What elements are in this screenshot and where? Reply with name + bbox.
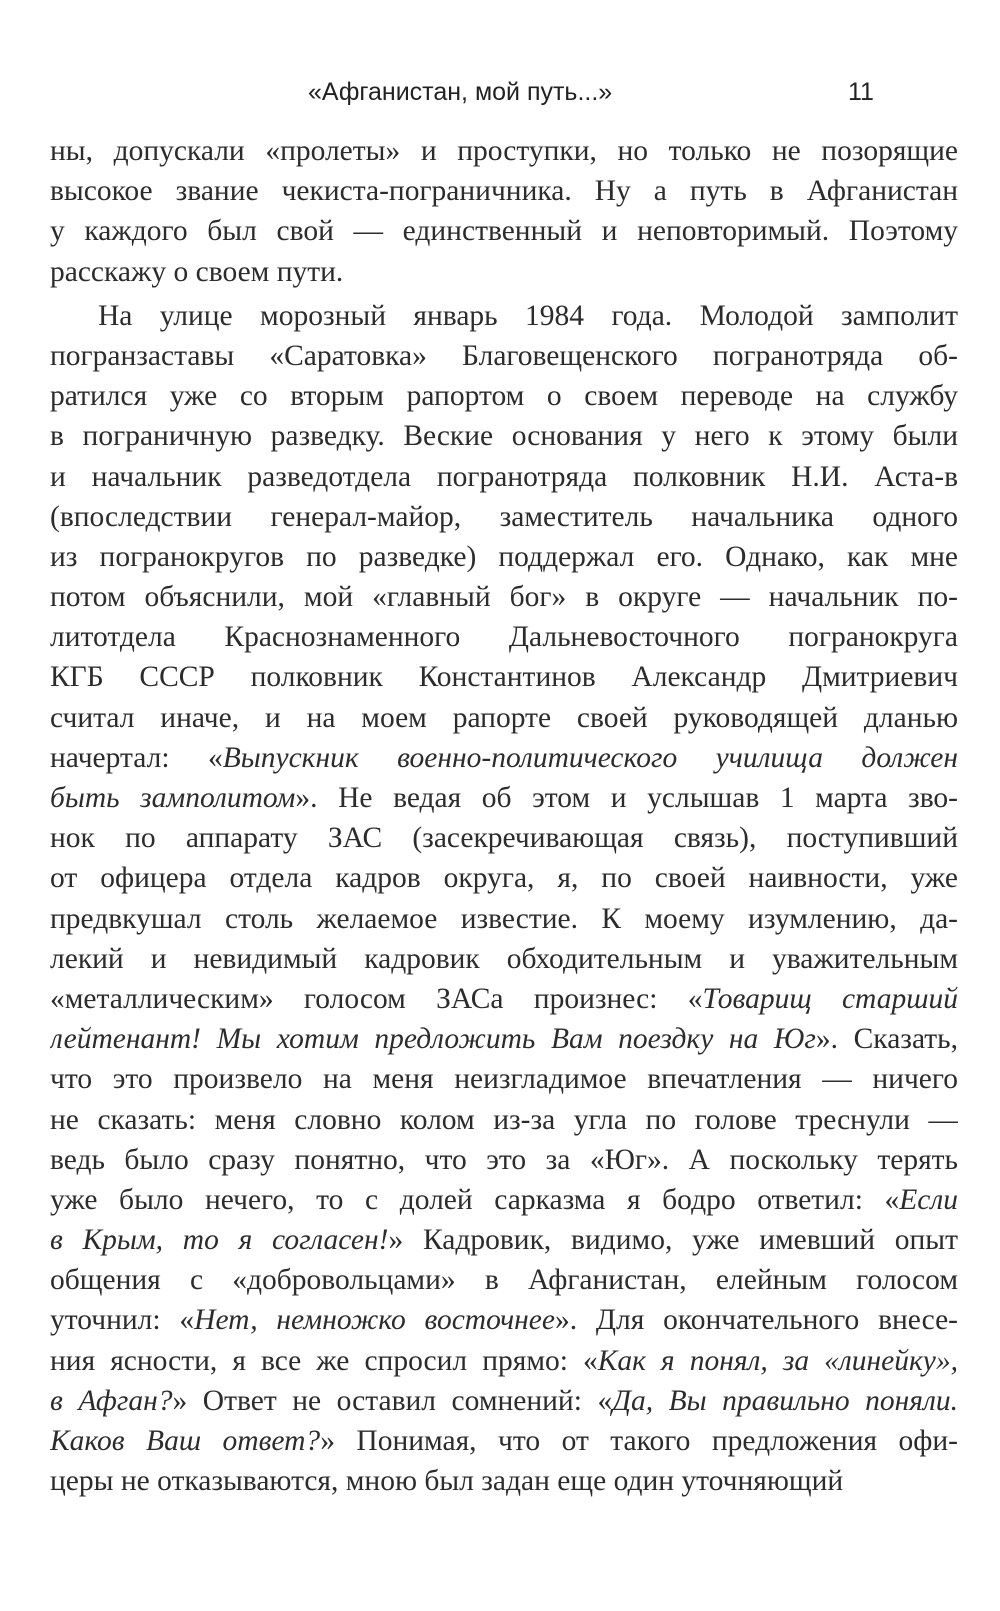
text-segment: ». Для окончательного внесе- [554,1304,958,1337]
text-segment: церы не отказываются, мною был задан еще один уточняющий [50,1465,844,1498]
text-segment: у каждого был свой — единственный и неповторимый. Поэтому [50,215,958,248]
text-segment: КГБ СССР полковник Константинов Александр Дмитриевич [50,661,958,694]
text-segment: предвкушал столь желаемое известие. К моему изумлению, да- [50,902,958,935]
text-line [50,537,958,577]
text-line [50,171,958,211]
text-line [50,376,958,416]
italic-quote: в Афган? [50,1384,173,1417]
text-segment: от офицера отдела кадров округа, я, по своей наивности, уже [50,862,958,895]
text-line [50,939,958,979]
text-segment: » Ответ не оставил сомнений: « [172,1384,613,1417]
text-segment: лекий и невидимый кадровик обходительным и уважительным [50,942,958,975]
text-line [50,858,958,898]
text-segment: считал иначе, и на моем рапорте своей руководящей дланью [50,701,958,734]
text-line [50,1180,958,1220]
paragraph [50,296,958,1502]
text-segment: » Понимая, что от такого предложения офи- [320,1425,958,1457]
italic-quote: Нет, немножко восточнее [194,1304,555,1337]
paragraph [50,131,958,292]
italic-quote: Каков Ваш ответ? [50,1425,321,1457]
italic-quote: в Крым, то я согласен! [50,1224,389,1257]
text-line [50,1260,958,1300]
text-line [50,1381,958,1421]
text-segment: погранзаставы «Саратовка» Благовещенского погранотряда об- [50,339,958,372]
text-line [50,252,958,292]
text-line [50,698,958,738]
text-segment: расскажу о своем пути. [50,255,344,288]
text-line [50,899,958,939]
text-line [50,416,958,456]
text-line [50,1461,958,1501]
text-segment: ны, допускали «пролеты» и проступки, но только не позорящие [50,135,958,167]
text-line [50,1140,958,1180]
text-line [50,457,958,497]
text-segment: «металлическим» голосом ЗАСа произнес: « [50,982,703,1015]
text-segment: ния ясности, я все же спросил прямо: « [50,1344,598,1377]
running-header [0,74,1000,114]
text-line [50,131,958,171]
text-segment: ратился уже со вторым рапортом о своем переводе на службу [50,380,958,413]
text-segment: нок по аппарату ЗАС (засекречивающая связь), поступивший [50,822,958,855]
text-line [50,296,958,336]
italic-quote: Да, Вы правильно поняли. [612,1384,958,1417]
text-line [50,336,958,376]
body-text [50,131,958,1501]
italic-quote: лейтенант! Мы хотим предложить Вам поездку на Юг [50,1023,816,1056]
text-line [50,577,958,617]
text-segment: общения с «добровольцами» в Афганистан, елейным голосом [50,1264,958,1297]
italic-quote: Выпускник военно-политического училища должен [222,741,958,774]
text-segment: высокое звание чекиста-пограничника. Ну а путь в Афганистан [50,175,958,208]
text-segment: из погранокругов по разведке) поддержал его. Однако, как мне [50,540,958,573]
text-line [50,497,958,537]
text-segment: (впоследствии генерал-майор, заместитель начальника одного [50,500,958,533]
text-line [50,1059,958,1099]
text-segment: в пограничную разведку. Веские основания у него к этому были [50,420,958,453]
text-line [50,1341,958,1381]
text-segment: На улице морозный январь 1984 года. Молодой замполит [98,299,958,332]
italic-quote: Если [899,1183,958,1216]
text-line [50,778,958,818]
text-segment: и начальник разведотдела погранотряда полковник Н.И. Аста-в [50,460,958,493]
text-segment: ». Сказать, [815,1023,958,1056]
text-segment: не сказать: меня словно колом из-за угла по голове треснули — [50,1103,958,1136]
text-segment: литотдела Краснознаменного Дальневосточного погранокруга [50,621,958,654]
text-line [50,1300,958,1340]
text-line [50,657,958,697]
text-segment: уже было нечего, то с долей сарказма я бодро ответил: « [50,1183,900,1216]
text-segment: уточнил: « [50,1304,195,1337]
text-line [50,979,958,1019]
text-line [50,1100,958,1140]
text-line [50,1421,958,1461]
text-segment: ведь было сразу понятно, что это за «Юг». А поскольку терять [50,1143,958,1176]
page-number: 11 [848,78,874,106]
text-line [50,1220,958,1260]
italic-quote: Товарищ старший [702,982,958,1015]
text-line [50,617,958,657]
italic-quote: быть замполитом [50,782,296,814]
text-segment: потом объяснили, мой «главный бог» в округе — начальник по- [50,581,958,614]
text-line [50,211,958,251]
italic-quote: Как я понял, за «линейку», [597,1344,958,1377]
text-segment: » Кадровик, видимо, уже имевший опыт [388,1224,958,1257]
text-segment: начертал: « [50,741,223,774]
text-segment: что это произвело на меня неизгладимое впечатления — ничего [50,1063,958,1096]
text-line [50,818,958,858]
text-line [50,738,958,778]
text-segment: ». Не ведая об этом и услышав 1 марта зво- [295,782,958,814]
running-title: «Афганистан, мой путь...» [308,78,613,106]
text-line [50,1019,958,1059]
